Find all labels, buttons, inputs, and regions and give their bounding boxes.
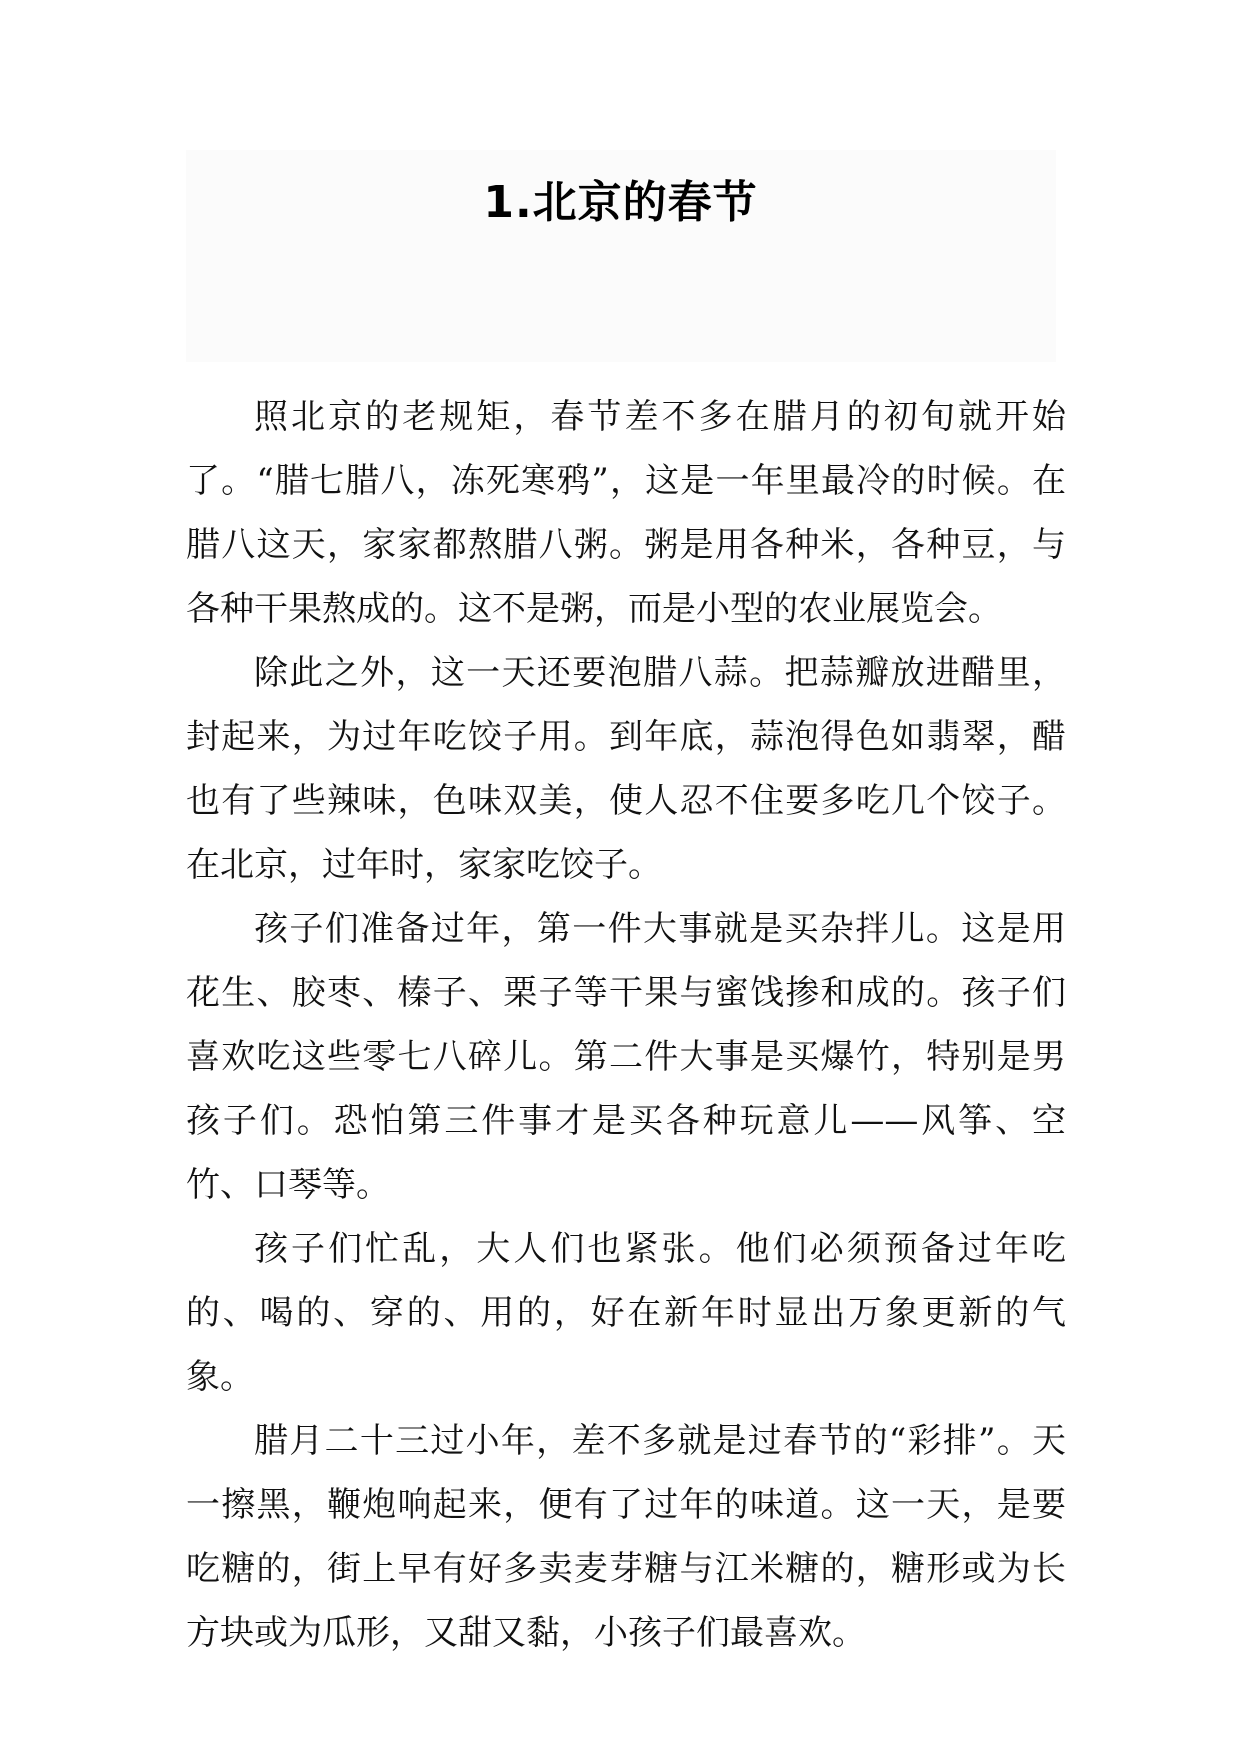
paragraph-3: 孩子们准备过年，第一件大事就是买杂拌儿。这是用花生、胶枣、榛子、栗子等干果与蜜饯掺和成的。孩子们喜欢吃这些零七八碎儿。第二件大事是买爆竹，特别是男孩子们。恐怕第三件事才是买各种玩意儿——风筝、空竹、口琴等。: [186, 909, 1066, 1205]
paragraph-5: 腊月二十三过小年，差不多就是过春节的“彩排”。天一擦黑，鞭炮响起来，便有了过年的味道。这一天，是要吃糖的，街上早有好多卖麦芽糖与江米糖的，糖形或为长方块或为瓜形，又甜又黏，小孩子们最喜欢。: [186, 1421, 1066, 1653]
paragraph-4: 孩子们忙乱，大人们也紧张。他们必须预备过年吃的、喝的、穿的、用的，好在新年时显出万象更新的气象。: [186, 1229, 1066, 1397]
page-title: 1.北京的春节: [483, 177, 758, 228]
paragraph-2: 除此之外，这一天还要泡腊八蒜。把蒜瓣放进醋里，封起来，为过年吃饺子用。到年底，蒜泡得色如翡翠，醋也有了些辣味，色味双美，使人忍不住要多吃几个饺子。在北京，过年时，家家吃饺子。: [186, 653, 1066, 885]
article-body: [186, 385, 1066, 1665]
paragraph-1: 照北京的老规矩，春节差不多在腊月的初旬就开始了。“腊七腊八，冻死寒鸦”，这是一年里最冷的时候。在腊八这天，家家都熬腊八粥。粥是用各种米，各种豆，与各种干果熬成的。这不是粥，而是小型的农业展览会。: [186, 397, 1066, 629]
